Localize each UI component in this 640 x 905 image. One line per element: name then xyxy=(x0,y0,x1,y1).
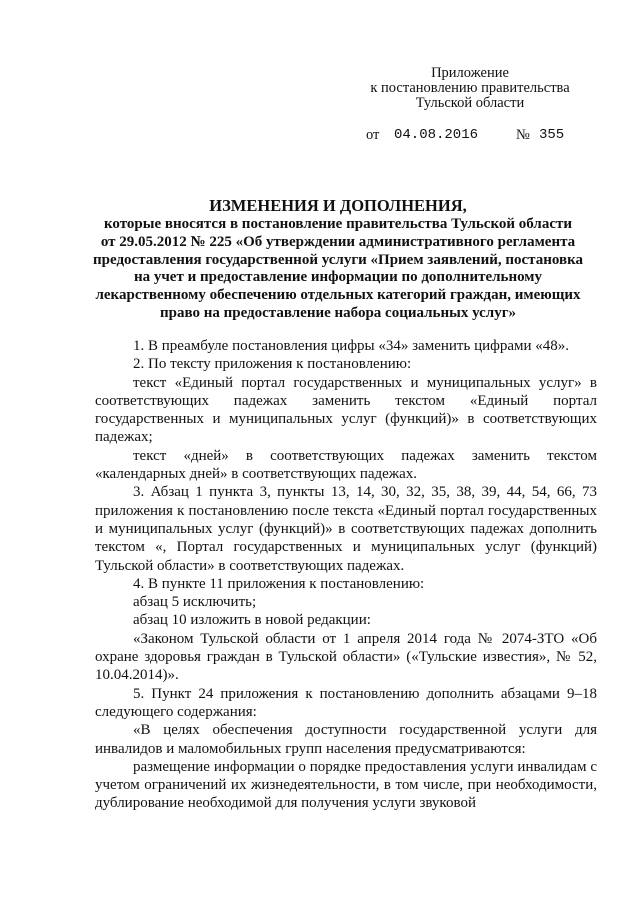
paragraph: 5. Пункт 24 приложения к постановлению дополнить абзацами 9–18 следующего содержания: xyxy=(95,685,597,720)
paragraph: 1. В преамбуле постановления цифры «34» заменить цифрами «48». xyxy=(133,338,570,354)
appendix-line-1: Приложение xyxy=(431,65,509,81)
document-body xyxy=(95,337,597,813)
paragraph: текст «Единый портал государственных и муниципальных услуг» в соответствующих падежах заменить текстом «Единый портал государственных и муниципальных услуг (функций)» в соответствующих падежах; xyxy=(95,374,597,446)
appendix-line-3: Тульской области xyxy=(415,95,525,111)
paragraph: текст «дней» в соответствующих падежах заменить текстом «календарных дней» в соответствующих падежах. xyxy=(95,447,597,483)
paragraph: 2. По тексту приложения к постановлению: xyxy=(133,356,412,373)
paragraph: 4. В пункте 11 приложения к постановлению: xyxy=(133,575,425,592)
paragraph: абзац 10 изложить в новой редакции: xyxy=(133,612,371,629)
document-title xyxy=(88,196,588,323)
appendix-line-2: к постановлению правительства xyxy=(370,80,570,96)
title-line: которые вносятся в постановление правительства Тульской области xyxy=(103,216,573,232)
paragraph: «Законом Тульской области от 1 апреля 2014 года № 2074-ЗТО «Об охране здоровья граждан в Тульской области» («Тульские известия», № 52, 10.04.2014)». xyxy=(95,630,597,684)
title-main: ИЗМЕНЕНИЯ И ДОПОЛНЕНИЯ, xyxy=(209,196,467,215)
paragraph: 3. Абзац 1 пункта 3, пункты 13, 14, 30, 32, 35, 38, 39, 44, 54, 66, 73 приложения к постановлению после текста «Единый портал государственных и муниципальных услуг (функций)» в соответствующих падежах дополнить текстом «, Портал государственных и муниципальных услуг (функций) Тульской области» в соответствующих падежах. xyxy=(95,484,597,574)
paragraph: абзац 5 исключить; xyxy=(133,594,257,611)
decree-number: 355 xyxy=(539,127,565,143)
paragraph: «В целях обеспечения доступности государственной услуги для инвалидов и маломобильных групп населения предусматриваются: xyxy=(95,722,597,757)
paragraph: размещение информации о порядке предоставления услуги инвалидам с учетом ограничений их жизнедеятельности, в том числе, при необходимости, дублирование необходимой для получения услуги звуковой xyxy=(95,758,597,812)
title-line: от 29.05.2012 № 225 «Об утверждении административного регламента xyxy=(100,233,576,250)
title-line: предоставления государственной услуги «Прием заявлений, постановка xyxy=(93,251,583,268)
title-line: право на предоставление набора социальных услуг» xyxy=(159,304,517,321)
appendix-header xyxy=(340,66,600,111)
title-line: лекарственному обеспечению отдельных категорий граждан, имеющих xyxy=(95,287,581,304)
decree-date: 04.08.2016 xyxy=(394,127,479,143)
decree-from-label: от xyxy=(366,127,380,143)
decree-number-label: № xyxy=(516,127,530,143)
title-line: на учет и предоставление информации по дополнительному xyxy=(133,269,543,286)
